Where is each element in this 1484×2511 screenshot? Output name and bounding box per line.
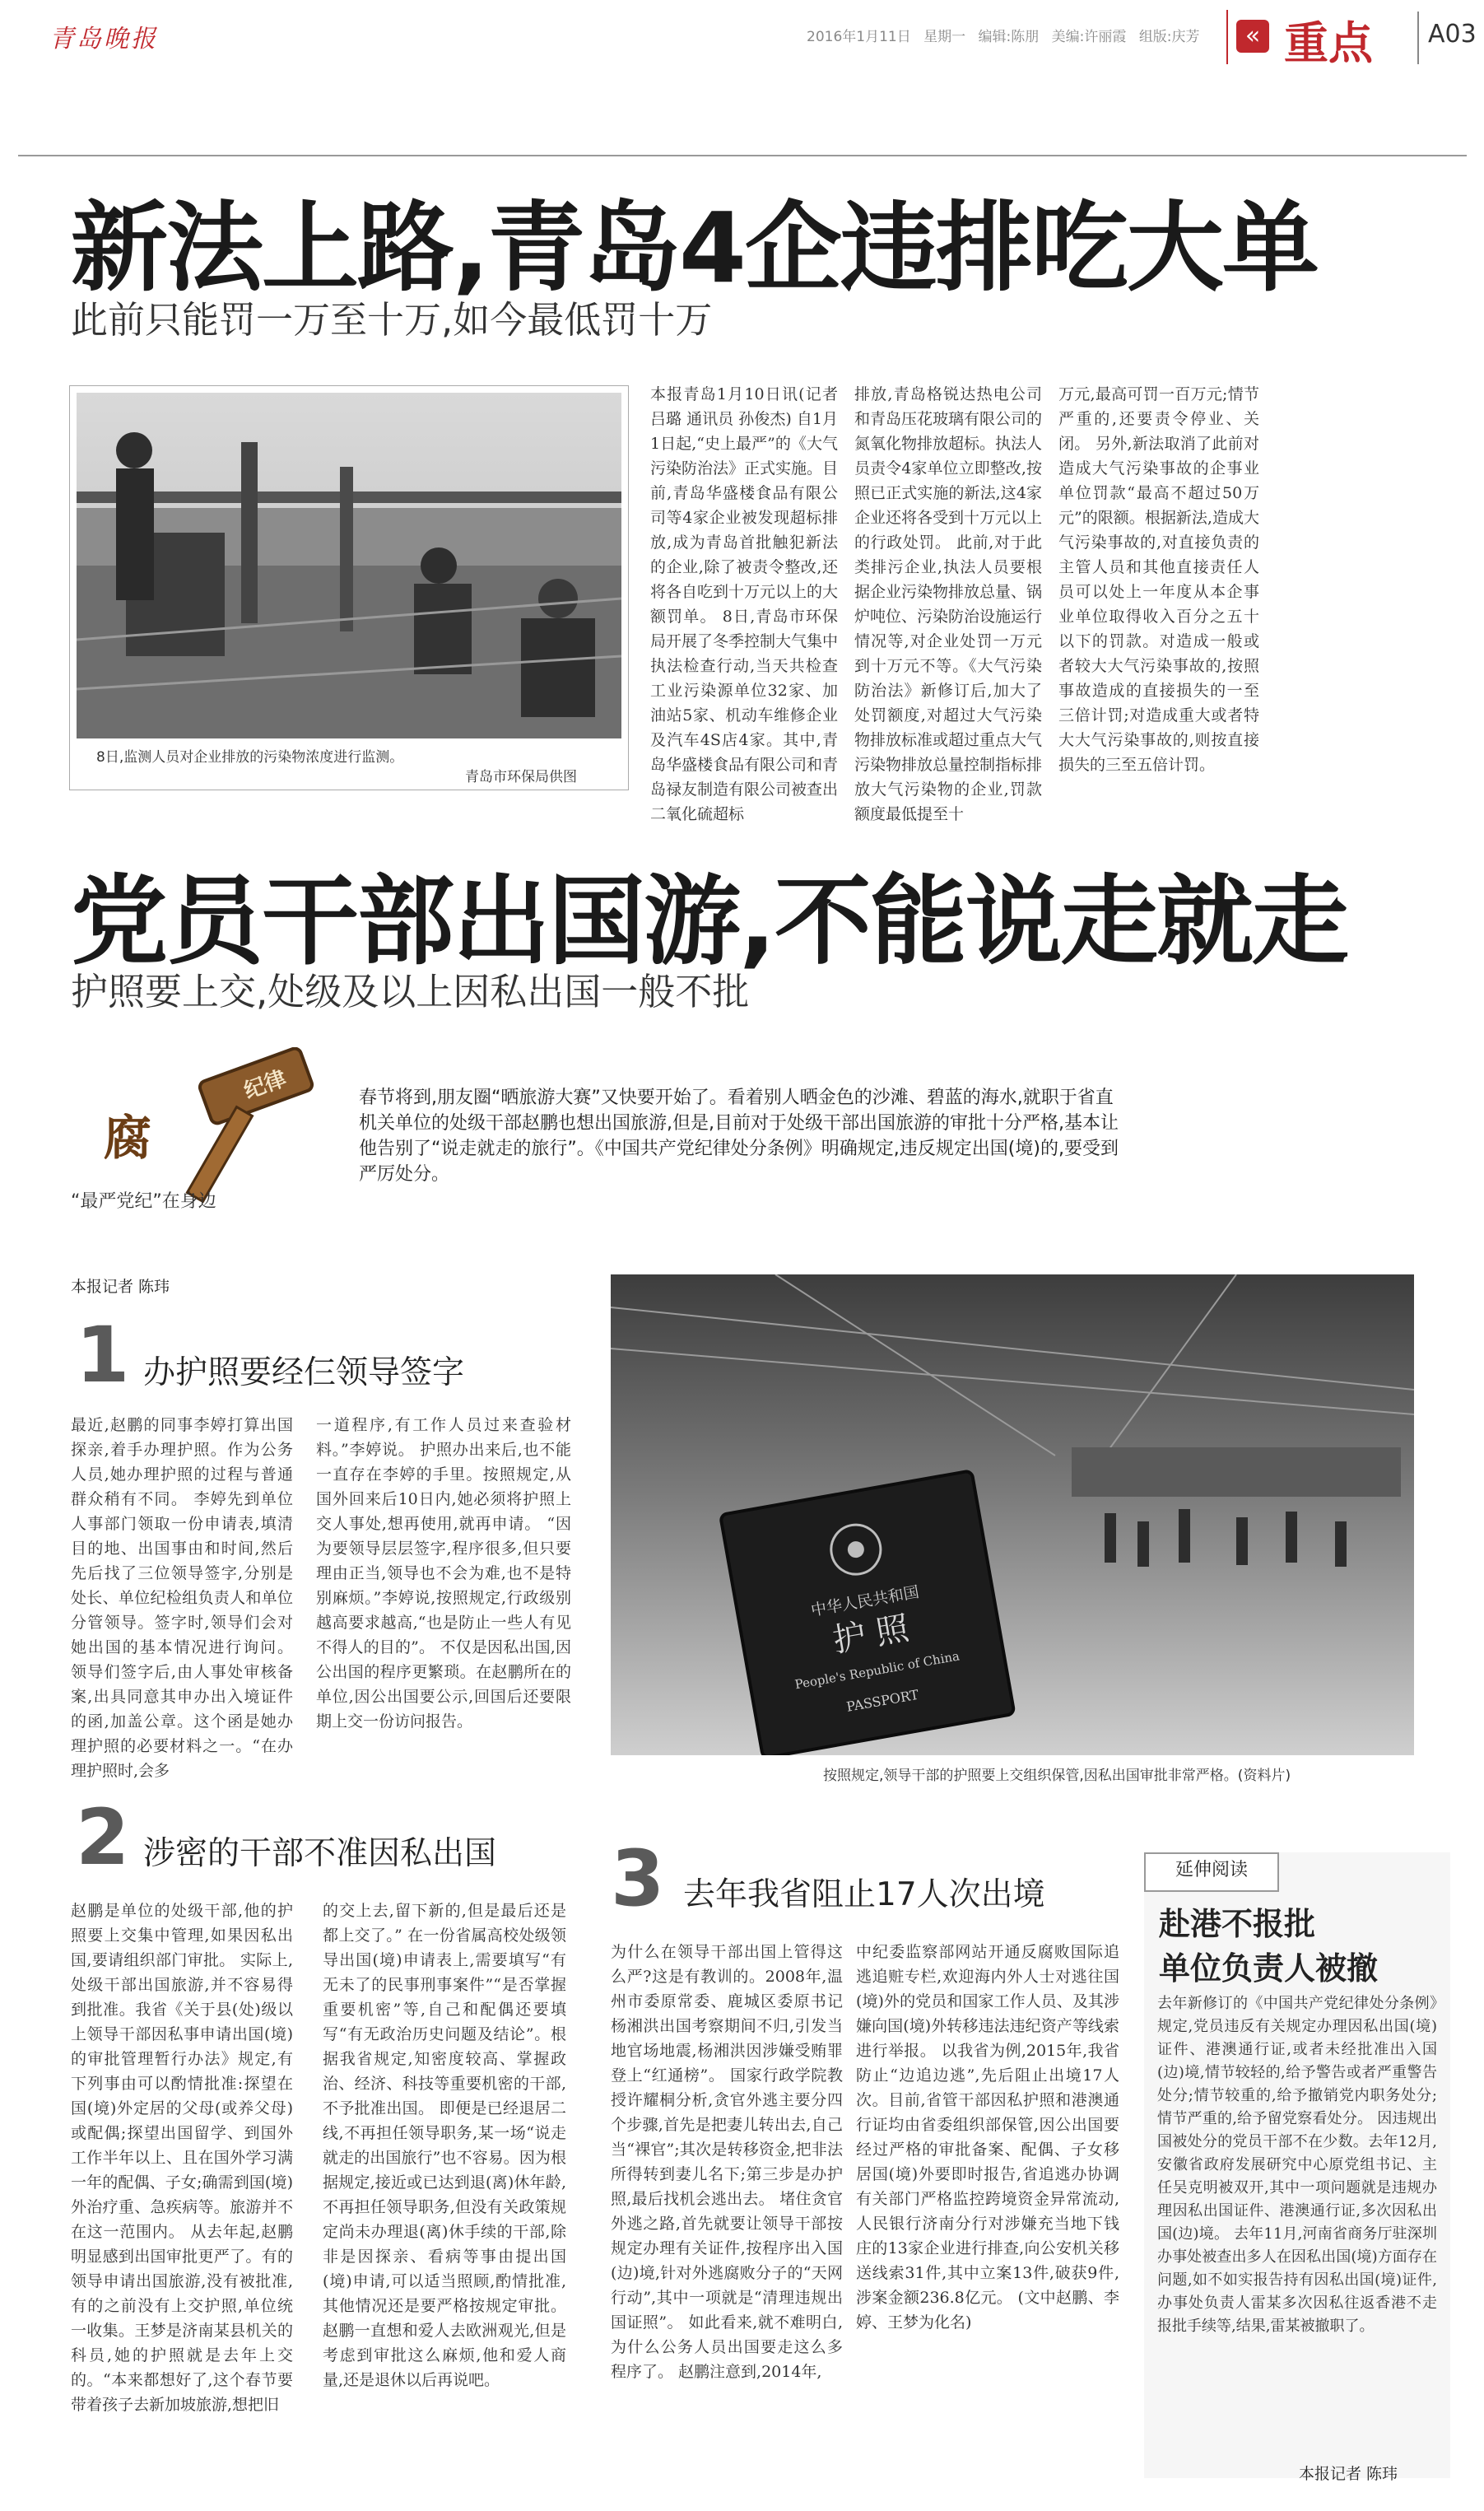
passport-photo-caption: 按照规定,领导干部的护照要上交组织保管,因私出国审批非常严格。(资料片): [823, 1768, 1291, 1784]
story1-column-2: 排放,青岛格锐达热电公司和青岛压花玻璃有限公司的氮氧化物排放超标。执法人员责令4家单位立即整改,按照已正式实施的新法,这4家企业还将各受到十万元以上的行政处罚。 此前,对于此类排污企业,执法人员要根据企业污染物排放总量、锅炉吨位、污染防治设施运行情况等,对企业处罚一万元到十万元不等。《大气污染防治法》新修订后,加大了处罚额度,对超过大气污染物排放标准或超过重点大气污染物排放总量控制指标排放大气污染物的企业,罚款额度最低提至十: [854, 385, 1043, 823]
passport-country-cn: 中华人民共和国: [809, 1582, 921, 1620]
sidebar-body: 去年新修订的《中国共产党纪律处分条例》规定,党员违反有关规定办理因私出国(境)证件、港澳通行证,或者未经批准出入国(边)境,情节较轻的,给予警告或者严重警告处分;情节较重的,给予撤销党内职务处分;情节严重的,给予留党察看处分。 因违规出国被处分的党员干部不在少数。去年12月,安徽省政府发展研究中心原党组书记、主任吴克明被双开,其中一项问题就是违规办理因私出国证件、港澳通行证,多次因私出国(边)境。 去年11月,河南省商务厅驻深圳办事处被查出多人在因私出国(境)方面存在问题,如不如实报告持有因私出国(境)证件,办事处负责人雷某多次因私往返香港不走报批手续等,结果,雷某被撤职了。: [1157, 1995, 1437, 2335]
story1-photo-credit: 青岛市环保局供图: [465, 769, 577, 785]
story1-column-3: 万元,最高可罚一百万元;情节严重的,还要责令停业、关闭。 另外,新法取消了此前对造成大气污染事故的企事业单位罚款“最高不超过50万元”的限额。根据新法,造成大气污染事故的,对直接负责的主管人员和其他直接责任人员可以处上一年度从本企事业单位取得收入百分之五十以下的罚款。对造成一般或者较大大气污染事故的,按照事故造成的直接损失的一至三倍计罚;对造成重大或者特大大气污染事故的,则按直接损失的三至五倍计罚。: [1058, 385, 1259, 774]
story1-column-1: 本报青岛1月10日讯(记者 吕璐 通讯员 孙俊杰) 自1月1日起,“史上最严”的《大气污染防治法》正式实施。目前,青岛华盛楼食品有限公司等4家企业被发现超标排放,成为青岛首批触犯新法的企业,除了被责令整改,还将各自吃到十万元以上的大额罚单。 8日,青岛市环保局开展了冬季控制大气集中执法检查行动,当天共检查工业污染源单位32家、加油站5家、机动车维修企业及汽车4S店4家。其中,青岛华盛楼食品有限公司和青岛禄友制造有限公司被查出二氧化硫超标: [650, 385, 839, 823]
chevron-left-icon: «: [1236, 20, 1269, 53]
section-2-column-2: 的交上去,留下新的,但是最后还是都上交了。” 在一份省属高校处级领导出国(境)申请表上,需要填写“有无未了的民事刑事案件”“是否掌握重要机密”等,自己和配偶还要填写“有无政治历史问题及结论”。根据我省规定,知密度较高、掌握政治、经济、科技等重要机密的干部,不予批准出国。 即便是已经退居二线,不再担任领导职务,某一场“说走就走的出国旅行”也不容易。因为根据规定,接近或已达到退(离)休年龄,不再担任领导职务,但没有关政策规定尚未办理退(离)休手续的干部,除非是因探亲、看病等事由提出国(境)申请,可以适当照顾,酌情批准,其他情况还是要严格按规定审批。 赵鹏一直想和爱人去欧洲观光,但是考虑到审批这么麻烦,他和爱人商量,还是退休以后再说吧。: [323, 1902, 566, 2389]
sidebar-byline: 本报记者 陈玮: [1299, 2465, 1398, 2483]
story1-photo-frame: [69, 385, 629, 790]
newspaper-logo: 青岛晚报: [49, 25, 158, 54]
section-3-column-1: 为什么在领导干部出国上管得这么严?这是有教训的。2008年,温州市委原常委、鹿城区委原书记杨湘洪出国考察期间不归,引发当地官场地震,杨湘洪因涉嫌受贿罪登上“红通榜”。 国家行政学院教授许耀桐分析,贪官外逃主要分四个步骤,首先是把妻儿转出去,自己当“裸官”;其次是转移资金,把非法所得转到妻儿名下;第三步是办护照,最后找机会逃出去。 堵住贪官外逃之路,首先就要让领导干部按规定办理有关证件,按程序出入国(边)境,针对外逃腐败分子的“天网行动”,其中一项就是“清理违规出国证照”。 如此看来,就不难明白,为什么公务人员出国要走这么多程序了。 赵鹏注意到,2014年,: [611, 1943, 843, 2381]
section-2-column-1: 赵鹏是单位的处级干部,他的护照要上交集中管理,如果因私出国,要请组织部门审批。 实际上,处级干部出国旅游,并不容易得到批准。我省《关于县(处)级以上领导干部因私事申请出国(境)的审批管理暂行办法》规定,有下列事由可以酌情批准:探望在国(境)外定居的父母(或养父母)或配偶;探望出国留学、到国外工作半年以上、且在国外学习满一年的配偶、子女;确需到国(境)外治疗重、急疾病等。旅游并不在这一范围内。 从去年起,赵鹏明显感到出国审批更严了。有的领导申请出国旅游,没有被批准,有的之前没有上交护照,单位统一收集。王梦是济南某县机关的科员,她的护照就是去年上交的。“本来都想好了,这个春节要带着孩子去新加坡旅游,想把旧: [71, 1902, 293, 2414]
passport-label-en: PASSPORT: [844, 1686, 920, 1715]
sidebar-tag-label: 延伸阅读: [1175, 1860, 1248, 1880]
section-1-title: 办护照要经仨领导签字: [143, 1354, 465, 1391]
issue-designer: 美编:许丽霞: [1051, 29, 1127, 45]
stamp-label: “最严党纪”在身边: [71, 1191, 216, 1212]
page-number: A03: [1428, 20, 1477, 49]
section-1-column-2: 一道程序,有工作人员过来查验材料。”李婷说。 护照办出来后,也不能一直存在李婷的手里。按照规定,从国外回来后10日内,她必须将护照上交人事处,想再使用,就再申请。 “因为要领导层层签字,程序很多,但只要理由正当,领导也不会为难,也不是特别麻烦。”李婷说,按照规定,行政级别越高要求越高,“也是防止一些人有见不得人的目的”。 不仅是因私出国,因公出国的程序更繁琐。在赵鹏所在的单位,因公出国要公示,回国后还要限期上交一份访问报告。: [316, 1416, 571, 1731]
issue-weekday: 星期一: [923, 29, 966, 45]
passport-photo: [611, 1274, 1414, 1755]
top-rule: [18, 155, 1467, 156]
section-3-number: 3: [611, 1834, 665, 1924]
section-3-title: 去年我省阻止17人次出境: [683, 1876, 1045, 1913]
section-1-column-1: 最近,赵鹏的同事李婷打算出国探亲,着手办理护照。作为公务人员,她办理护照的过程与普通群众稍有不同。 李婷先到单位人事部门领取一份申请表,填清目的地、出国事由和时间,然后先后找了三位领导签字,分别是处长、单位纪检组负责人和单位分管领导。签字时,领导们会对她出国的基本情况进行询问。 领导们签字后,由人事处审核备案,出具同意其申办出入境证件的函,加盖公章。这个函是她办理护照的必要材料之一。“在办理护照时,会多: [71, 1416, 293, 1780]
svg-text:纪律: 纪律: [240, 1066, 290, 1105]
story2-byline: 本报记者 陈玮: [71, 1278, 170, 1296]
issue-meta: [807, 25, 1200, 45]
sidebar-title-line2: 单位负责人被撤: [1159, 1950, 1379, 1987]
sidebar-tag: [1144, 1852, 1279, 1892]
section-3-column-2: 中纪委监察部网站开通反腐败国际追逃追赃专栏,欢迎海内外人士对逃往国(境)外的党员和国家工作人员、及其涉嫌向国(境)外转移违法违纪资产等线索进行举报。 以我省为例,2015年,我省防止“边追边逃”,先后阻止出境17人次。目前,省管干部因私护照和港澳通行证均由省委组织部保管,因公出国要经过严格的审批备案、配偶、子女移居国(境)外要即时报告,省追逃办协调有关部门严格监控跨境资金异常流动,人民银行济南分行对涉嫌充当地下钱庄的13家企业进行排查,向公安机关移送线索31件,其中立案13件,破获9件,涉案金额236.8亿元。 (文中赵鹏、李婷、王梦为化名): [856, 1943, 1119, 2332]
story1-headline: 新法上路,青岛4企违排吃大单: [71, 191, 1318, 305]
section-label: 重点: [1284, 17, 1373, 69]
passport-country-en: People's Republic of China: [793, 1648, 961, 1693]
section-2-title: 涉密的干部不准因私出国: [143, 1835, 497, 1872]
stamp-glyph: 腐: [104, 1110, 152, 1166]
masthead: [0, 0, 1484, 82]
issue-editor: 编辑:陈朋: [978, 29, 1040, 45]
sidebar-title-line1: 赴港不报批: [1159, 1906, 1316, 1942]
story2-subhead: 护照要上交,处级及以上因私出国一般不批: [71, 970, 750, 1013]
story1-photo-caption: 8日,监测人员对企业排放的污染物浓度进行监测。: [96, 749, 404, 766]
sidebar-title: [1159, 1902, 1378, 1991]
issue-proof: 组版:庆芳: [1138, 29, 1200, 45]
section-2-number: 2: [76, 1793, 130, 1883]
story1-subhead: 此前只能罚一万至十万,如今最低罚十万: [71, 298, 713, 342]
monitoring-photo: [77, 393, 621, 738]
passport-title: 护 照: [830, 1609, 912, 1661]
section-divider: [1417, 12, 1419, 64]
story2-lede: 春节将到,朋友圈“晒旅游大赛”又快要开始了。看着别人晒金色的沙滩、碧蓝的海水,就职于省直机关单位的处级干部赵鹏也想出国旅游,但是,目前对于处级干部出国旅游的审批十分严格,基本让他告别了“说走就走的旅行”。《中国共产党纪律处分条例》明确规定,违反规定出国(境)的,要受到严厉处分。: [359, 1088, 1119, 1185]
issue-date: 2016年1月11日: [807, 29, 911, 45]
story2-headline: 党员干部出国游,不能说走就走: [71, 864, 1347, 978]
section-1-number: 1: [76, 1311, 130, 1400]
